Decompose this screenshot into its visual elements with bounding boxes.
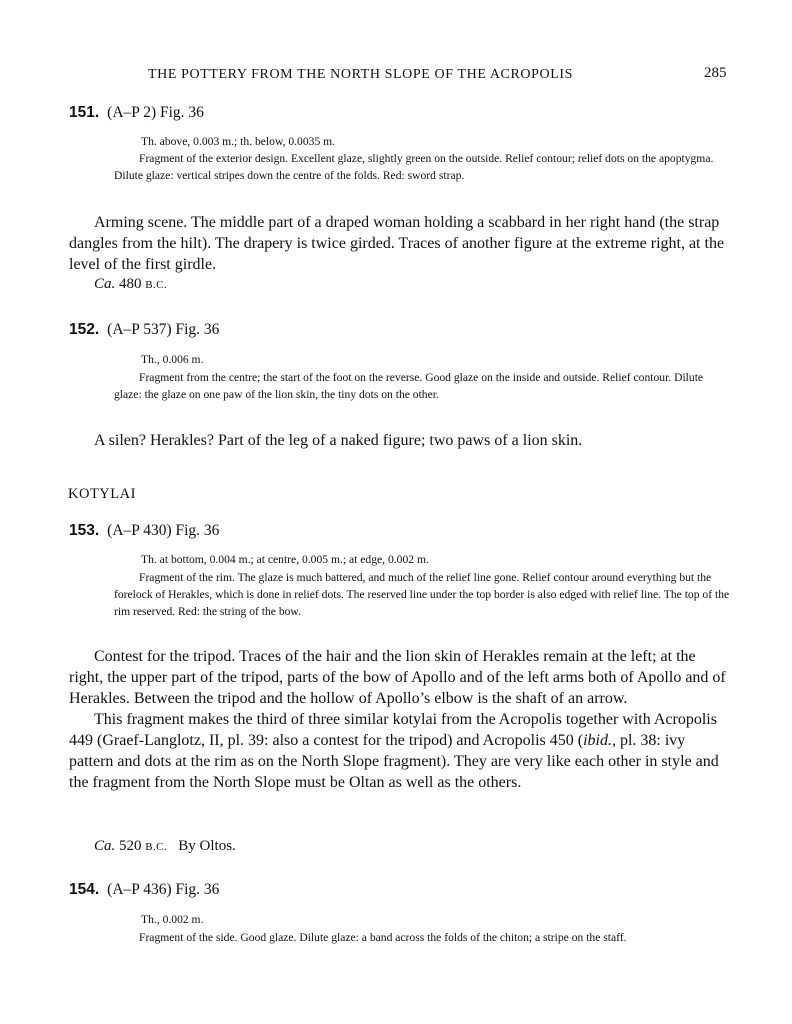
entry-151-heading xyxy=(69,104,204,122)
technical-notes: Fragment of the side. Good glaze. Dilute glaze: a band across the folds of the chiton; a stripe on the staff. xyxy=(139,931,627,944)
technical-notes: Fragment from the centre; the start of the foot on the reverse. Good glaze on the inside and outside. Relief contour. Dilute glaze: the glaze on one paw of the lion skin, the tiny dots on the other. xyxy=(114,371,704,401)
section-title: KOTYLAI xyxy=(68,486,136,502)
entry-154-measurement: Th., 0.002 m. xyxy=(141,913,204,926)
running-title: THE POTTERY FROM THE NORTH SLOPE OF THE ACROPOLIS xyxy=(148,67,574,82)
entry-reference: (A–P 537) Fig. 36 xyxy=(107,321,220,338)
entry-153-measurement: Th. at bottom, 0.004 m.; at centre, 0.005 m.; at edge, 0.002 m. xyxy=(141,553,429,566)
entry-number: 152. xyxy=(69,321,100,338)
date-year: 480 xyxy=(119,276,142,292)
description-text-continued xyxy=(69,709,731,793)
description-part-a: This fragment makes the third of three similar kotylai from the Acropolis together with Acropolis 449 (Graef-Langlotz, II, pl. 39: also a contest for the tripod) and Acropolis 450 ( xyxy=(69,711,717,749)
entry-153-description xyxy=(69,646,731,793)
date-circa: Ca. xyxy=(94,276,116,292)
date-year: 520 xyxy=(119,838,142,854)
page-number: 285 xyxy=(704,65,727,81)
entry-number: 153. xyxy=(69,522,100,539)
entry-152-measurement: Th., 0.006 m. xyxy=(141,353,204,366)
date-era: B.C. xyxy=(145,279,168,291)
entry-reference: (A–P 430) Fig. 36 xyxy=(107,522,220,539)
entry-153-technical xyxy=(114,569,730,620)
entry-151-description xyxy=(69,212,731,275)
entry-151-date xyxy=(94,276,167,293)
entry-151-measurement: Th. above, 0.003 m.; th. below, 0.0035 m. xyxy=(141,135,336,148)
description-text: A silen? Herakles? Part of the leg of a naked figure; two paws of a lion skin. xyxy=(94,432,583,449)
entry-number: 154. xyxy=(69,881,100,898)
entry-number: 151. xyxy=(69,104,100,121)
entry-151-technical xyxy=(114,150,730,184)
technical-notes: Fragment of the rim. The glaze is much battered, and much of the relief line gone. Relief contour around everything but the forelock of Herakles, which is done in relief dots. The reserved line under the top border is also edged with relief line. The top of the rim reserved. Red: the string of the bow. xyxy=(114,571,730,618)
attribution: By Oltos. xyxy=(178,838,236,854)
technical-notes: Fragment of the exterior design. Excellent glaze, slightly green on the outside. Relief contour; relief dots on the apoptygma. Dilute glaze: vertical stripes down the centre of the folds. Red: sword strap. xyxy=(114,152,714,182)
description-part-b: pl. 38: ivy pattern and dots at the rim as on the North Slope fragment). They are very like each other in style and the fragment from the North Slope must be Oltan as well as the others. xyxy=(69,732,719,791)
entry-154-heading xyxy=(69,881,219,899)
entry-152-technical xyxy=(114,369,730,403)
entry-reference: (A–P 2) Fig. 36 xyxy=(107,104,204,121)
entry-152-description xyxy=(69,430,741,451)
entry-153-heading xyxy=(69,522,219,540)
entry-153-date xyxy=(94,838,236,855)
description-text: Contest for the tripod. Traces of the hair and the lion skin of Herakles remain at the left; at the right, the upper part of the tripod, parts of the bow of Apollo and of the left arms both of Apollo and of Herakles. Between the tripod and the hollow of Apollo’s elbow is the shaft of an arrow. xyxy=(69,648,726,707)
description-text: Arming scene. The middle part of a draped woman holding a scabbard in her right hand (the strap dangles from the hilt). The drapery is twice girded. Traces of another figure at the extreme right, at the level of the first girdle. xyxy=(69,214,725,273)
ibid-abbreviation: ibid., xyxy=(583,732,616,749)
date-era: B.C. xyxy=(145,841,168,853)
entry-reference: (A–P 436) Fig. 36 xyxy=(107,881,220,898)
entry-152-heading xyxy=(69,321,219,339)
entry-154-technical xyxy=(114,929,730,946)
date-circa: Ca. xyxy=(94,838,116,854)
